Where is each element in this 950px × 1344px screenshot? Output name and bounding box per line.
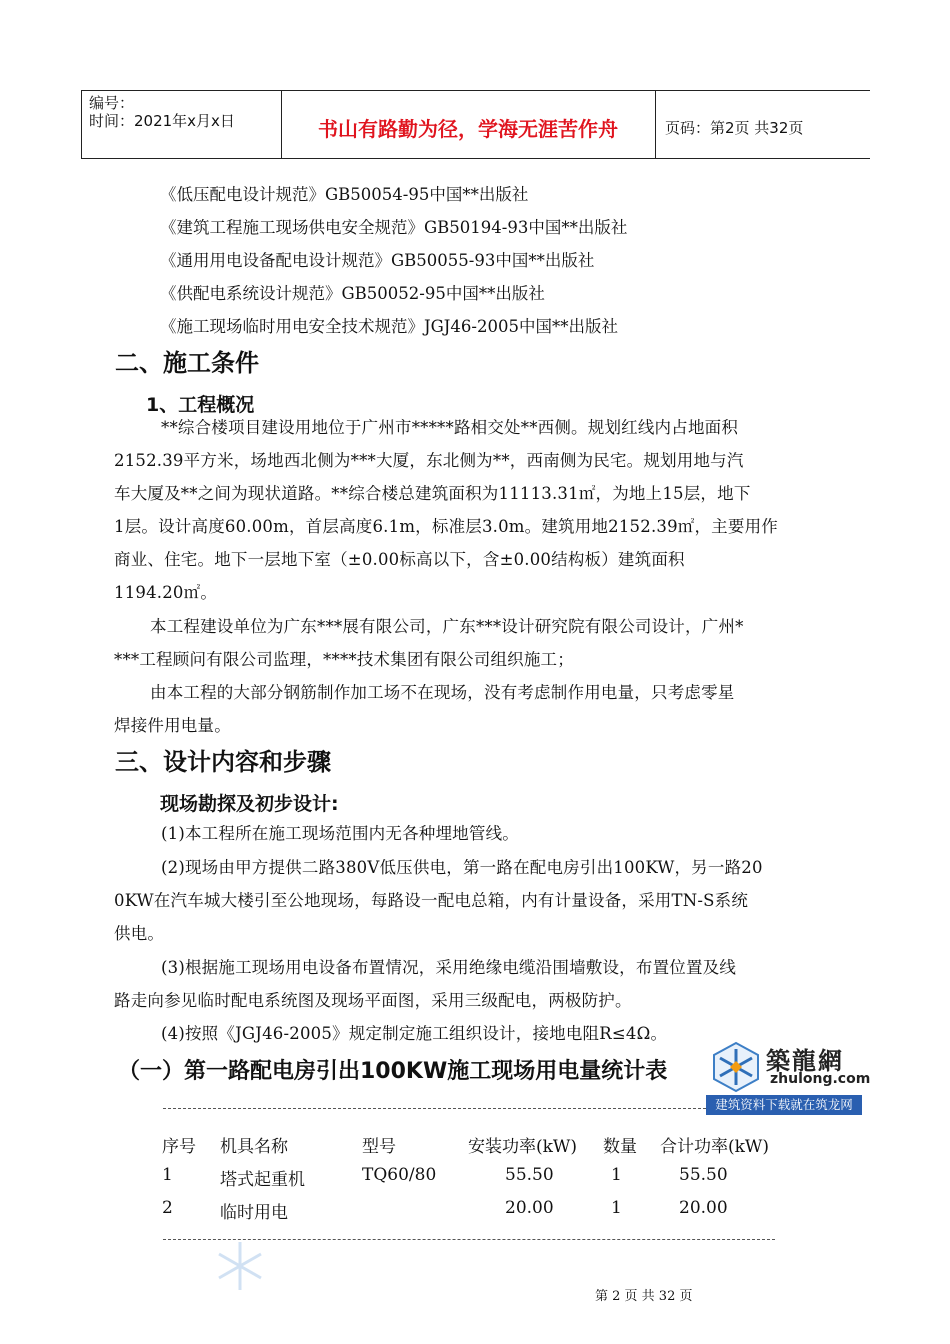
paragraph-line: 供电。 <box>114 924 165 943</box>
section-title-design: 三、设计内容和步骤 <box>115 748 331 776</box>
table-cell: 临时用电 <box>220 1203 288 1223</box>
header-number-label: 编号： <box>89 94 135 112</box>
zhulong-logo <box>706 1037 871 1115</box>
reference-item: 《建筑工程施工现场供电安全规范》GB50194-93中国**出版社 <box>160 218 628 237</box>
paragraph-line: 0KW在汽车城大楼引至公地现场，每路设一配电总箱，内有计量设备，采用TN-S系统 <box>114 891 749 910</box>
paragraph-line: 1层。设计高度60.00m，首层高度6.1m，标准层3.0m。建筑用地2152.39㎡，主要用作 <box>114 517 778 536</box>
table-title: （一）第一路配电房引出100KW施工现场用电量统计表 <box>118 1059 668 1084</box>
snowflake-watermark-icon <box>212 1238 268 1294</box>
subsection-title-overview: 1、工程概况 <box>146 394 255 416</box>
table-header-cell: 序号 <box>162 1137 196 1157</box>
paragraph-line: 1194.20㎡。 <box>114 583 218 602</box>
subsection-title-survey: 现场勘探及初步设计: <box>160 793 339 815</box>
logo-domain: zhulong.com <box>770 1071 871 1087</box>
table-cell: 1 <box>162 1165 173 1185</box>
table-cell: 20.00 <box>505 1198 554 1218</box>
paragraph-line: 由本工程的大部分钢筋制作加工场不在现场，没有考虑制作用电量，只考虑零星 <box>150 683 735 702</box>
page-footer: 第 2 页 共 32 页 <box>595 1289 693 1304</box>
table-cell: 1 <box>611 1165 622 1185</box>
header-meta <box>89 94 235 130</box>
table-header-cell: 型号 <box>362 1137 396 1157</box>
table-cell: 55.50 <box>505 1165 554 1185</box>
reference-item: 《施工现场临时用电安全技术规范》JGJ46-2005中国**出版社 <box>160 317 618 336</box>
header-divider-2 <box>655 91 656 158</box>
header-page-label: 页码：第2页 共32页 <box>665 119 804 137</box>
table-cell: 1 <box>611 1198 622 1218</box>
table-cell: 塔式起重机 <box>220 1170 305 1190</box>
paragraph-line: 商业、住宅。地下一层地下室（±0.00标高以下，含±0.00结构板）建筑面积 <box>114 550 685 569</box>
table-header-cell: 机具名称 <box>220 1137 288 1157</box>
snowflake-cube-icon <box>710 1041 762 1093</box>
paragraph-line: ***工程顾问有限公司监理，****技术集团有限公司组织施工； <box>114 650 574 669</box>
paragraph-line: **综合楼项目建设用地位于广州市*****路相交处**西侧。规划红线内占地面积 <box>161 418 739 437</box>
paragraph-line: 路走向参见临时配电系统图及现场平面图，采用三级配电，两极防护。 <box>114 991 632 1010</box>
page-header <box>81 90 870 159</box>
header-time-label: 时间：2021年x月x日 <box>89 112 235 130</box>
logo-slogan: 建筑资料下载就在筑龙网 <box>706 1095 862 1115</box>
reference-item: 《供配电系统设计规范》GB50052-95中国**出版社 <box>160 284 545 303</box>
paragraph-line: (2)现场由甲方提供二路380V低压供电，第一路在配电房引出100KW，另一路20 <box>161 858 763 877</box>
paragraph-line: 车大厦及**之间为现状道路。**综合楼总建筑面积为11113.31㎡，为地上15层，地下 <box>114 484 751 503</box>
table-cell: 55.50 <box>679 1165 728 1185</box>
table-cell: 20.00 <box>679 1198 728 1218</box>
table-header-cell: 数量 <box>603 1137 637 1157</box>
logo-name: 築龍網 <box>766 1047 844 1075</box>
header-motto: 书山有路勤为径，学海无涯苦作舟 <box>318 117 618 141</box>
table-cell: TQ60/80 <box>362 1165 437 1185</box>
table-top-rule <box>163 1108 711 1109</box>
reference-item: 《通用用电设备配电设计规范》GB50055-93中国**出版社 <box>160 251 595 270</box>
paragraph-line: (1)本工程所在施工现场范围内无各种埋地管线。 <box>161 824 519 843</box>
section-title-conditions: 二、施工条件 <box>115 349 259 377</box>
table-cell: 2 <box>162 1198 173 1218</box>
header-border-left <box>81 91 82 158</box>
paragraph-line: (4)按照《JGJ46-2005》规定制定施工组织设计，接地电阻R≤4Ω。 <box>161 1024 668 1043</box>
paragraph-line: 焊接件用电量。 <box>114 716 231 735</box>
paragraph-line: 2152.39平方米，场地西北侧为***大厦，东北侧为**，西南侧为民宅。规划用地与汽 <box>114 451 744 470</box>
paragraph-line: (3)根据施工现场用电设备布置情况，采用绝缘电缆沿围墙敷设，布置位置及线 <box>161 958 737 977</box>
paragraph-line: 本工程建设单位为广东***展有限公司，广东***设计研究院有限公司设计，广州* <box>150 617 744 636</box>
reference-item: 《低压配电设计规范》GB50054-95中国**出版社 <box>160 185 529 204</box>
table-header-cell: 合计功率(kW) <box>660 1137 770 1157</box>
table-header-cell: 安装功率(kW) <box>468 1137 578 1157</box>
